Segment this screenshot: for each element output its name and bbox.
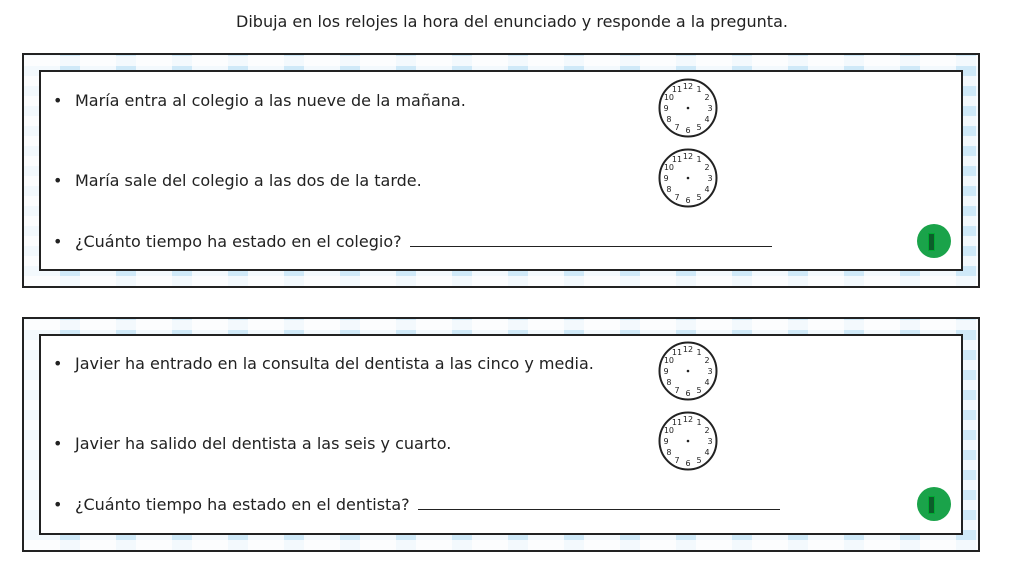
clock-number: 9 xyxy=(663,174,669,183)
clock-center xyxy=(687,177,690,180)
clock-number: 11 xyxy=(671,84,683,94)
clock-number: 9 xyxy=(663,437,669,446)
clock-number: 8 xyxy=(666,185,672,194)
clock-number: 3 xyxy=(707,367,713,376)
clock-number: 6 xyxy=(685,196,691,205)
clock-number: 10 xyxy=(663,163,675,172)
clock-number: 5 xyxy=(696,193,702,203)
clock-number: 4 xyxy=(704,378,710,387)
clock-number: 11 xyxy=(671,417,683,427)
clock-number: 2 xyxy=(704,426,710,435)
clock-face[interactable] xyxy=(658,411,718,471)
clock-number: 12 xyxy=(682,152,694,161)
clock-face[interactable] xyxy=(658,148,718,208)
exercise-card xyxy=(39,334,963,535)
exercise-card xyxy=(39,70,963,271)
clock-center xyxy=(687,440,690,443)
clock-face[interactable] xyxy=(658,78,718,138)
clock-number: 5 xyxy=(696,386,702,396)
clock-number: 6 xyxy=(685,389,691,398)
question-row: • ¿Cuánto tiempo ha estado en el dentista? xyxy=(53,495,780,514)
clock-number: 5 xyxy=(696,123,702,133)
statement-text: María sale del colegio a las dos de la tarde. xyxy=(75,171,422,190)
clock-number: 12 xyxy=(682,345,694,354)
clock-number: 9 xyxy=(663,104,669,113)
statement-row: • Javier ha salido del dentista a las seis y cuarto. xyxy=(53,434,452,453)
clock-center xyxy=(687,107,690,110)
clock-number: 3 xyxy=(707,104,713,113)
clock-face[interactable] xyxy=(658,341,718,401)
question-text: ¿Cuánto tiempo ha estado en el dentista? xyxy=(75,495,410,514)
clock-number: 8 xyxy=(666,448,672,457)
clock-number: 8 xyxy=(666,378,672,387)
clock-number: 1 xyxy=(696,154,702,164)
answer-line[interactable] xyxy=(410,232,772,247)
clock-number: 6 xyxy=(685,126,691,135)
statement-text: Javier ha salido del dentista a las seis y cuarto. xyxy=(75,434,452,453)
clock-number: 3 xyxy=(707,174,713,183)
statement-row: • María sale del colegio a las dos de la tarde. xyxy=(53,171,422,190)
question-text: ¿Cuánto tiempo ha estado en el colegio? xyxy=(75,232,402,251)
clock-number: 11 xyxy=(671,154,683,164)
clock-number: 8 xyxy=(666,115,672,124)
exercise-panel-1 xyxy=(22,53,980,288)
logo-icon xyxy=(917,487,951,521)
clock-number: 5 xyxy=(696,456,702,466)
logo-icon xyxy=(917,224,951,258)
clock-number: 4 xyxy=(704,185,710,194)
clock-number: 3 xyxy=(707,437,713,446)
clock-number: 1 xyxy=(696,417,702,427)
clock-number: 7 xyxy=(674,193,680,203)
clock-number: 10 xyxy=(663,426,675,435)
clock-number: 2 xyxy=(704,93,710,102)
clock-number: 10 xyxy=(663,356,675,365)
clock-number: 1 xyxy=(696,84,702,94)
clock-number: 4 xyxy=(704,115,710,124)
statement-row: • María entra al colegio a las nueve de la mañana. xyxy=(53,91,466,110)
clock-number: 12 xyxy=(682,415,694,424)
clock-number: 2 xyxy=(704,356,710,365)
clock-number: 4 xyxy=(704,448,710,457)
answer-line[interactable] xyxy=(418,495,780,510)
question-row: • ¿Cuánto tiempo ha estado en el colegio? xyxy=(53,232,772,251)
clock-number: 7 xyxy=(674,456,680,466)
clock-number: 12 xyxy=(682,82,694,91)
exercise-panel-2 xyxy=(22,317,980,552)
clock-number: 11 xyxy=(671,347,683,357)
statement-row: • Javier ha entrado en la consulta del dentista a las cinco y media. xyxy=(53,354,594,373)
instructions-title: Dibuja en los relojes la hora del enunciado y responde a la pregunta. xyxy=(236,12,788,31)
clock-number: 7 xyxy=(674,386,680,396)
clock-number: 6 xyxy=(685,459,691,468)
statement-text: María entra al colegio a las nueve de la mañana. xyxy=(75,91,466,110)
clock-number: 7 xyxy=(674,123,680,133)
clock-center xyxy=(687,370,690,373)
clock-number: 1 xyxy=(696,347,702,357)
clock-number: 10 xyxy=(663,93,675,102)
clock-number: 9 xyxy=(663,367,669,376)
clock-number: 2 xyxy=(704,163,710,172)
statement-text: Javier ha entrado en la consulta del dentista a las cinco y media. xyxy=(75,354,594,373)
